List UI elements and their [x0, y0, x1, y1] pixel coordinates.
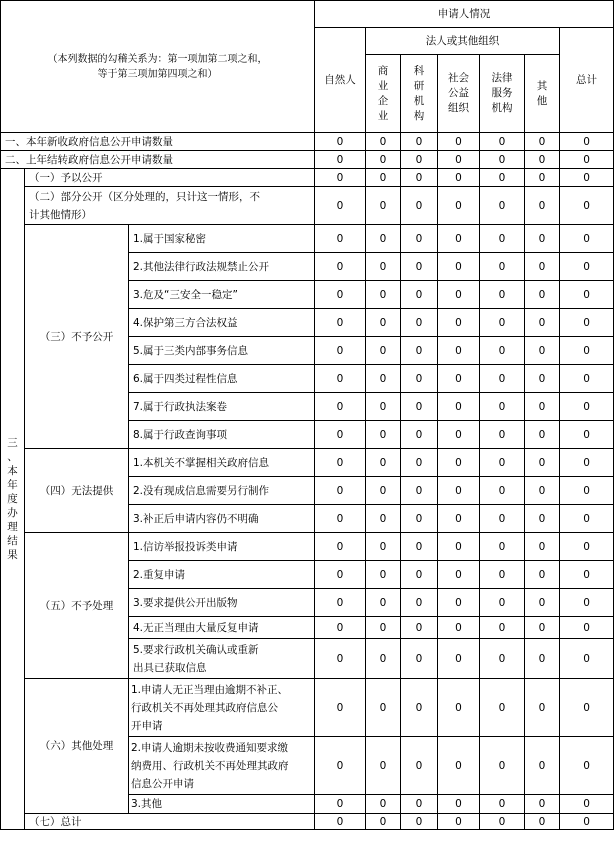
- value-cell: 0: [366, 281, 401, 309]
- value-cell: 0: [315, 169, 366, 187]
- value-cell: 0: [438, 533, 480, 561]
- value-cell: 0: [401, 737, 438, 795]
- table-row: [1, 679, 614, 737]
- value-cell: 0: [525, 679, 560, 737]
- research-header: [401, 55, 438, 133]
- value-cell: 0: [315, 421, 366, 449]
- value-cell: 0: [315, 505, 366, 533]
- row-label: 5.属于三类内部事务信息: [129, 337, 315, 365]
- value-cell: 0: [438, 253, 480, 281]
- value-cell: 0: [401, 679, 438, 737]
- value-cell: 0: [560, 225, 614, 253]
- value-cell: 0: [438, 337, 480, 365]
- value-cell: 0: [366, 533, 401, 561]
- value-cell: 0: [315, 187, 366, 225]
- value-cell: 0: [401, 151, 438, 169]
- value-cell: 0: [480, 505, 525, 533]
- value-cell: 0: [315, 561, 366, 589]
- value-cell: 0: [315, 133, 366, 151]
- value-cell: 0: [480, 617, 525, 639]
- value-cell: 0: [401, 639, 438, 679]
- value-cell: 0: [525, 561, 560, 589]
- value-cell: 0: [438, 187, 480, 225]
- value-cell: 0: [401, 309, 438, 337]
- value-cell: 0: [366, 225, 401, 253]
- value-cell: 0: [525, 737, 560, 795]
- value-cell: 0: [438, 151, 480, 169]
- value-cell: 0: [401, 365, 438, 393]
- value-cell: 0: [315, 679, 366, 737]
- value-cell: 0: [438, 281, 480, 309]
- value-cell: 0: [480, 639, 525, 679]
- row-label: 2.没有现成信息需要另行制作: [129, 477, 315, 505]
- value-cell: 0: [480, 561, 525, 589]
- row-label: 3.危及“三安全一稳定”: [129, 281, 315, 309]
- value-cell: 0: [525, 151, 560, 169]
- value-cell: 0: [366, 365, 401, 393]
- value-cell: 0: [438, 393, 480, 421]
- row-label: 3.补正后申请内容仍不明确: [129, 505, 315, 533]
- value-cell: 0: [560, 151, 614, 169]
- value-cell: 0: [401, 187, 438, 225]
- value-cell: 0: [401, 561, 438, 589]
- table-row: [1, 187, 614, 225]
- label-line: 服务: [491, 87, 513, 99]
- table-row: [1, 151, 614, 169]
- value-cell: 0: [366, 795, 401, 814]
- table-row: [1, 169, 614, 187]
- value-cell: 0: [560, 561, 614, 589]
- value-cell: 0: [525, 421, 560, 449]
- value-cell: 0: [480, 169, 525, 187]
- value-cell: 0: [560, 533, 614, 561]
- label-line: 结: [7, 535, 18, 547]
- value-cell: 0: [480, 814, 525, 830]
- label-line: 纳费用、行政机关不再处理其政府: [131, 759, 289, 772]
- value-cell: 0: [366, 617, 401, 639]
- other-header: [525, 55, 560, 133]
- row-label: [129, 639, 315, 679]
- value-cell: 0: [438, 225, 480, 253]
- value-cell: 0: [401, 281, 438, 309]
- value-cell: 0: [480, 533, 525, 561]
- value-cell: 0: [525, 589, 560, 617]
- value-cell: 0: [401, 449, 438, 477]
- value-cell: 0: [525, 309, 560, 337]
- value-cell: 0: [525, 365, 560, 393]
- value-cell: 0: [401, 617, 438, 639]
- value-cell: 0: [525, 617, 560, 639]
- value-cell: 0: [480, 393, 525, 421]
- value-cell: 0: [560, 365, 614, 393]
- value-cell: 0: [366, 679, 401, 737]
- value-cell: 0: [438, 589, 480, 617]
- group-label: （四）无法提供: [25, 449, 129, 533]
- row-label: （一）予以公开: [25, 169, 315, 187]
- label-line: 业: [377, 109, 389, 122]
- value-cell: 0: [438, 639, 480, 679]
- value-cell: 0: [315, 393, 366, 421]
- label-line: 本: [7, 465, 18, 477]
- row-label: 7.属于行政执法案卷: [129, 393, 315, 421]
- value-cell: 0: [525, 169, 560, 187]
- value-cell: 0: [560, 337, 614, 365]
- value-cell: 0: [560, 814, 614, 830]
- label-line: 年: [7, 479, 18, 491]
- label-line: 企: [377, 94, 389, 107]
- value-cell: 0: [560, 505, 614, 533]
- value-cell: 0: [315, 617, 366, 639]
- value-cell: 0: [525, 133, 560, 151]
- row-label: 2.重复申请: [129, 561, 315, 589]
- value-cell: 0: [525, 814, 560, 830]
- value-cell: 0: [560, 133, 614, 151]
- value-cell: 0: [401, 505, 438, 533]
- label-line: 出具已获取信息: [133, 661, 207, 674]
- row-label: 1.属于国家秘密: [129, 225, 315, 253]
- value-cell: 0: [401, 795, 438, 814]
- row-label: （七）总计: [25, 814, 315, 830]
- value-cell: 0: [315, 225, 366, 253]
- table-note: [1, 1, 315, 133]
- value-cell: 0: [525, 281, 560, 309]
- table-row: [1, 814, 614, 830]
- label-line: 研: [413, 79, 425, 92]
- commercial-header: [366, 55, 401, 133]
- public-welfare-header: [438, 55, 480, 133]
- label-line: 组织: [448, 102, 469, 114]
- value-cell: 0: [480, 225, 525, 253]
- label-line: 、: [7, 451, 18, 463]
- value-cell: 0: [315, 253, 366, 281]
- value-cell: 0: [366, 169, 401, 187]
- label-line: 三: [7, 437, 18, 449]
- row-label: 6.属于四类过程性信息: [129, 365, 315, 393]
- value-cell: 0: [480, 679, 525, 737]
- value-cell: 0: [401, 169, 438, 187]
- value-cell: 0: [438, 617, 480, 639]
- natural-person-header: 自然人: [315, 28, 366, 133]
- value-cell: 0: [560, 639, 614, 679]
- value-cell: 0: [560, 393, 614, 421]
- value-cell: 0: [366, 421, 401, 449]
- value-cell: 0: [560, 309, 614, 337]
- label-line: 机: [413, 94, 425, 107]
- value-cell: 0: [438, 477, 480, 505]
- value-cell: 0: [401, 337, 438, 365]
- row-label: 1.本机关不掌握相关政府信息: [129, 449, 315, 477]
- value-cell: 0: [366, 151, 401, 169]
- value-cell: 0: [560, 281, 614, 309]
- row-label: 3.要求提供公开出版物: [129, 589, 315, 617]
- value-cell: 0: [401, 477, 438, 505]
- value-cell: 0: [480, 737, 525, 795]
- value-cell: 0: [525, 477, 560, 505]
- total-header: 总计: [560, 28, 614, 133]
- label-line: 机构: [491, 102, 513, 114]
- value-cell: 0: [525, 253, 560, 281]
- applicant-situation-header: 申请人情况: [315, 1, 614, 28]
- value-cell: 0: [480, 589, 525, 617]
- value-cell: 0: [366, 337, 401, 365]
- value-cell: 0: [366, 561, 401, 589]
- value-cell: 0: [366, 133, 401, 151]
- value-cell: 0: [560, 679, 614, 737]
- value-cell: 0: [480, 309, 525, 337]
- label-line: 社会: [448, 72, 469, 84]
- value-cell: 0: [438, 795, 480, 814]
- row-label: 一、本年新收政府信息公开申请数量: [1, 133, 315, 151]
- value-cell: 0: [525, 337, 560, 365]
- value-cell: 0: [438, 133, 480, 151]
- value-cell: 0: [438, 449, 480, 477]
- label-line: 开申请: [131, 719, 163, 732]
- label-line: 行政机关不再处理其政府信息公: [131, 701, 278, 714]
- value-cell: 0: [401, 421, 438, 449]
- value-cell: 0: [480, 281, 525, 309]
- value-cell: 0: [438, 814, 480, 830]
- group-label: （三）不予公开: [25, 225, 129, 449]
- value-cell: 0: [525, 533, 560, 561]
- value-cell: 0: [438, 309, 480, 337]
- value-cell: 0: [525, 639, 560, 679]
- row-label: 4.保护第三方合法权益: [129, 309, 315, 337]
- value-cell: 0: [366, 309, 401, 337]
- value-cell: 0: [315, 477, 366, 505]
- value-cell: 0: [480, 151, 525, 169]
- value-cell: 0: [525, 505, 560, 533]
- row-label: 4.无正当理由大量反复申请: [129, 617, 315, 639]
- row-label: 3.其他: [129, 795, 315, 814]
- value-cell: 0: [525, 225, 560, 253]
- value-cell: 0: [560, 187, 614, 225]
- value-cell: 0: [480, 449, 525, 477]
- value-cell: 0: [401, 133, 438, 151]
- value-cell: 0: [366, 639, 401, 679]
- value-cell: 0: [315, 814, 366, 830]
- group-label: （六）其他处理: [25, 679, 129, 814]
- value-cell: 0: [480, 365, 525, 393]
- value-cell: 0: [366, 589, 401, 617]
- value-cell: 0: [366, 393, 401, 421]
- row-label: [129, 737, 315, 795]
- value-cell: 0: [480, 477, 525, 505]
- row-label: [129, 679, 315, 737]
- value-cell: 0: [525, 393, 560, 421]
- value-cell: 0: [560, 449, 614, 477]
- row-label: 二、上年结转政府信息公开申请数量: [1, 151, 315, 169]
- row-label: 8.属于行政查询事项: [129, 421, 315, 449]
- value-cell: 0: [438, 505, 480, 533]
- table-note-line2: 等于第三项加第四项之和）: [97, 68, 218, 80]
- label-line: （二）部分公开（区分处理的，只计这一情形，不: [29, 190, 260, 203]
- value-cell: 0: [438, 421, 480, 449]
- label-line: 构: [413, 109, 425, 122]
- legal-service-header: [480, 55, 525, 133]
- value-cell: 0: [438, 169, 480, 187]
- label-line: 业: [377, 79, 389, 92]
- value-cell: 0: [480, 133, 525, 151]
- value-cell: 0: [480, 337, 525, 365]
- table-row: [1, 225, 614, 253]
- value-cell: 0: [315, 151, 366, 169]
- table-row: [1, 533, 614, 561]
- label-line: 果: [7, 549, 18, 561]
- value-cell: 0: [315, 365, 366, 393]
- value-cell: 0: [438, 561, 480, 589]
- value-cell: 0: [315, 533, 366, 561]
- value-cell: 0: [315, 309, 366, 337]
- value-cell: 0: [315, 737, 366, 795]
- value-cell: 0: [560, 253, 614, 281]
- value-cell: 0: [438, 679, 480, 737]
- value-cell: 0: [560, 169, 614, 187]
- value-cell: 0: [366, 187, 401, 225]
- label-line: 2.申请人逾期未按收费通知要求缴: [131, 741, 289, 754]
- value-cell: 0: [560, 737, 614, 795]
- value-cell: 0: [366, 253, 401, 281]
- label-line: 办: [7, 507, 18, 519]
- row-label: 1.信访举报投诉类申请: [129, 533, 315, 561]
- value-cell: 0: [401, 814, 438, 830]
- value-cell: 0: [560, 421, 614, 449]
- label-line: 度: [7, 493, 18, 505]
- label-line: 计其他情形）: [29, 208, 92, 221]
- value-cell: 0: [366, 814, 401, 830]
- value-cell: 0: [480, 253, 525, 281]
- label-line: 商: [377, 64, 389, 77]
- value-cell: 0: [525, 449, 560, 477]
- table-row: [1, 449, 614, 477]
- value-cell: 0: [366, 449, 401, 477]
- label-line: 1.申请人无正当理由逾期不补正、: [131, 683, 289, 696]
- value-cell: 0: [401, 253, 438, 281]
- value-cell: 0: [315, 589, 366, 617]
- value-cell: 0: [315, 281, 366, 309]
- value-cell: 0: [560, 795, 614, 814]
- table-note-line1: （本列数据的勾稽关系为：第一项加第二项之和，: [47, 53, 268, 65]
- value-cell: 0: [525, 795, 560, 814]
- value-cell: 0: [401, 393, 438, 421]
- value-cell: 0: [480, 421, 525, 449]
- value-cell: 0: [366, 737, 401, 795]
- legal-group-header: 法人或其他组织: [366, 28, 560, 55]
- value-cell: 0: [401, 589, 438, 617]
- value-cell: 0: [480, 795, 525, 814]
- value-cell: 0: [560, 617, 614, 639]
- value-cell: 0: [315, 795, 366, 814]
- row-label: 2.其他法律行政法规禁止公开: [129, 253, 315, 281]
- label-line: 信息公开申请: [131, 777, 194, 790]
- value-cell: 0: [401, 225, 438, 253]
- label-line: 法律: [491, 72, 513, 84]
- label-line: 公益: [448, 87, 469, 99]
- group-label: （五）不予处理: [25, 533, 129, 679]
- table-row: [1, 133, 614, 151]
- label-line: 他: [536, 94, 548, 107]
- value-cell: 0: [315, 639, 366, 679]
- value-cell: 0: [438, 737, 480, 795]
- row-label: [25, 187, 315, 225]
- label-line: 其: [536, 79, 548, 92]
- label-line: 理: [7, 521, 18, 533]
- value-cell: 0: [438, 365, 480, 393]
- value-cell: 0: [315, 449, 366, 477]
- label-line: 5.要求行政机关确认或重新: [133, 643, 259, 656]
- value-cell: 0: [560, 589, 614, 617]
- value-cell: 0: [401, 533, 438, 561]
- value-cell: 0: [366, 477, 401, 505]
- label-line: 科: [413, 64, 425, 77]
- section-three-label: [1, 169, 25, 830]
- value-cell: 0: [560, 477, 614, 505]
- value-cell: 0: [480, 187, 525, 225]
- value-cell: 0: [525, 187, 560, 225]
- value-cell: 0: [315, 337, 366, 365]
- value-cell: 0: [366, 505, 401, 533]
